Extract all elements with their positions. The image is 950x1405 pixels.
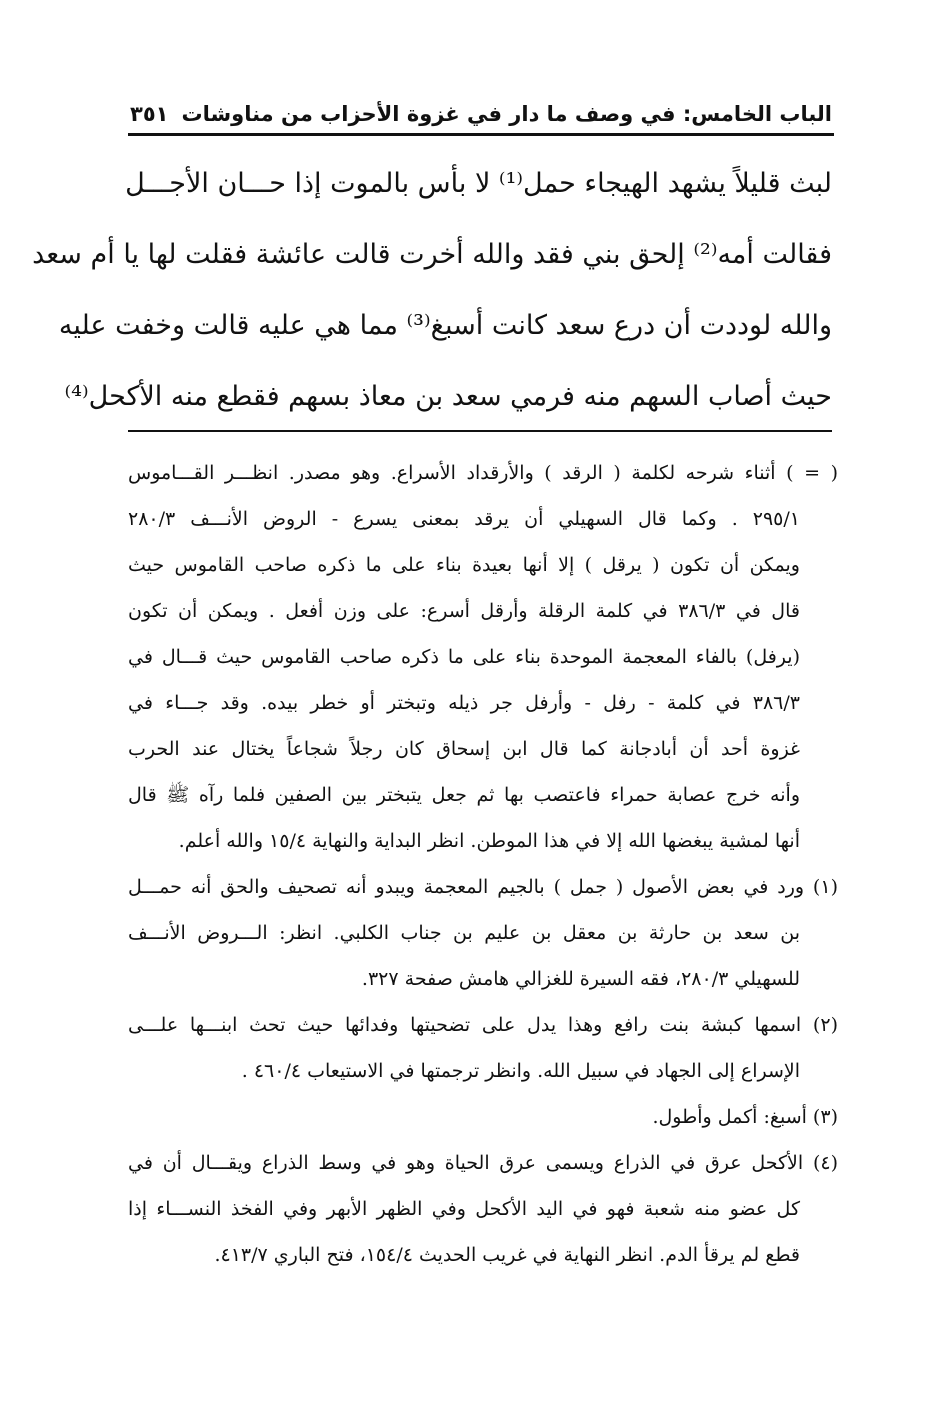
header-rule: [128, 133, 834, 136]
text-line: لبث قليلاً يشهد الهيجاء حمل⁽¹⁾ لا بأس بالموت إذا حـــان الأجـــل: [125, 168, 832, 199]
footnote-line: ( = ) أثناء شرحه لكلمة ( الرقد ) والأرقداد الأسراع. وهو مصدر. انظـــر القـــاموس: [128, 462, 838, 484]
footnote-line: وأنه خرج عصابة حمراء فاعتصب بها ثم جعل يتبختر بين الصفين فلما رآه ﷺ قال: [128, 784, 800, 806]
running-header: [130, 98, 832, 130]
footnote-line: كل عضو منه شعبة فهو في اليد الأكحل وفي الظهر الأبهر وفي الفخذ النســـاء إذا: [128, 1198, 800, 1220]
footnote-line: غزوة أحد أن أبادجانة كما قال ابن إسحاق كان رجلاً شجاعاً يختال عند الحرب: [128, 738, 800, 760]
footnote-line: للسهيلي ٢٨٠/٣، فقه السيرة للغزالي هامش صفحة ٣٢٧.: [361, 968, 800, 990]
chapter-title: الباب الخامس: في وصف ما دار في غزوة الأحزاب من مناوشات: [181, 102, 832, 126]
footnote-separator: [128, 430, 832, 432]
footnote-line: ٣٨٦/٣ في كلمة - رفل - وأرفل جر ذيله وتبختر أو خطر بيده. وقد جـــاء في: [128, 692, 800, 714]
footnote-line: الإسراع إلى الجهاد في سبيل الله. وانظر ترجمتها في الاستيعاب ٤٦٠/٤ .: [241, 1060, 800, 1082]
footnote-line: ويمكن أن تكون ( يرقل ) إلا أنها بعيدة بناء على ما ذكره صاحب القاموس حيث: [128, 554, 800, 576]
footnote-line: (٢) اسمها كبشة بنت رافع وهذا يدل على تضحيتها وفدائها حيث تحث ابنـــها علـــى: [128, 1014, 838, 1036]
text-line: فقالت أمه⁽²⁾ إلحق بني فقد والله أخرت قالت عائشة فقلت لها يا أم سعد: [32, 239, 832, 270]
footnotes: [128, 450, 838, 1278]
footnote-line: (١) ورد في بعض الأصول ( جمل ) بالجيم المعجمة ويبدو أنه تصحيف والحق أنه حمـــل: [128, 876, 838, 898]
footnote-line: (٤) الأكحل عرق في الذراع ويسمى عرق الحياة وهو في وسط الذراع ويقـــال أن في: [128, 1152, 838, 1174]
footnote-line: (يرفل) بالفاء المعجمة الموحدة بناء على ما ذكره صاحب القاموس حيث قـــال في: [128, 646, 800, 668]
page-number: ٣٥١: [130, 102, 169, 126]
footnote-line: قال في ٣٨٦/٣ في كلمة الرقلة وأرقل أسرع: على وزن أفعل . ويمكن أن تكون: [128, 600, 800, 622]
footnote-line: (٣) أسبغ: أكمل وأطول.: [652, 1106, 838, 1128]
footnote-line: ٢٩٥/١ . وكما قال السهيلي أن يرقد بمعنى يسرع - الروض الأنـــف ٢٨٠/٣: [128, 508, 800, 530]
text-line: حيث أصاب السهم منه فرمي سعد بن معاذ بسهم فقطع منه الأكحل⁽⁴⁾: [64, 381, 832, 412]
text-line: والله لوددت أن درع سعد كانت أسبغ⁽³⁾ مما هي عليه قالت وخفت عليه: [58, 310, 832, 341]
main-text: [32, 148, 832, 432]
footnote-line: أنها لمشية يبغضها الله إلا في هذا الموطن. انظر البداية والنهاية ١٥/٤ والله أعلم.: [178, 830, 800, 852]
footnote-line: بن سعد بن حارثة بن معقل بن عليم بن جناب الكلبي. انظر: الـــروض الأنـــف: [128, 922, 800, 944]
footnote-line: قطع لم يرقأ الدم. انظر النهاية في غريب الحديث ١٥٤/٤، فتح الباري ٤١٣/٧.: [214, 1244, 800, 1266]
